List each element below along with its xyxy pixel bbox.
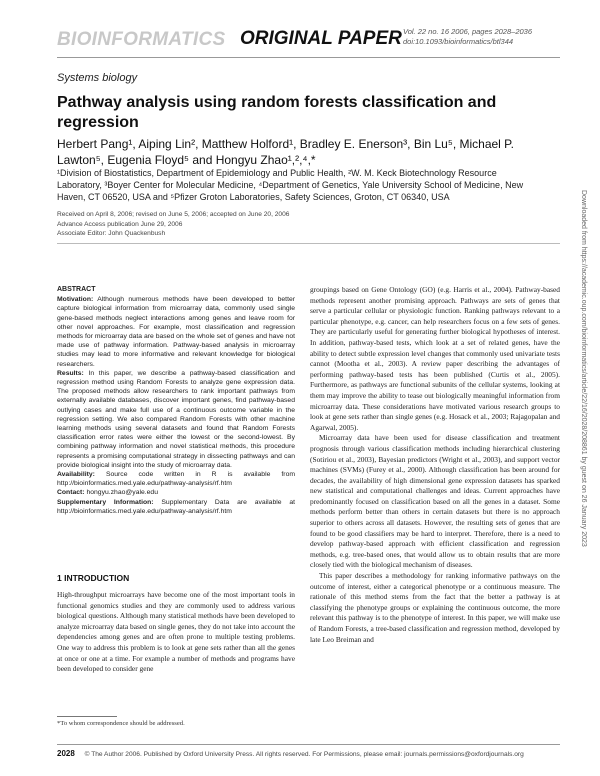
abstract-supplementary — [57, 498, 295, 516]
journal-header — [57, 27, 560, 53]
page-number: 2028 — [57, 749, 75, 758]
contact-label: Contact: — [57, 489, 85, 497]
meta-rule — [57, 243, 560, 244]
intro-heading: 1 INTRODUCTION — [57, 573, 130, 583]
abstract-title: ABSTRACT — [57, 286, 96, 293]
body-paragraph-3: This paper describes a methodology for ranking informative pathways on the outcome of interest, either a categorical phenotype or a continuous measure. The rationale of this method stems from the fact that the better a pathway is at classifying the phenotype groups or explaining the continuous outcome, the more relevant this pathway is to the phenotype of interest. In this paper, we will make use of Random Forests, a tree-based classification and regression method, developed by late Leo Breiman and — [310, 571, 560, 644]
abstract-contact — [57, 488, 295, 497]
advance-access: Advance Access publication June 29, 2006 — [57, 220, 183, 228]
results-text: In this paper, we describe a pathway-based classification and regression method using Random Forests to analyze gene expression data. The proposed methods allow researchers to rank important pathways from externally available databases, discover important genes, find pathway-based outlying cases and make full use of a continuous outcome variable in the regression setting. We also compared Random Forests with other machine learning methods using several datasets and found that Random Forests classification error rates were either the lowest or the second-lowest. By combining pathway information and novel statistical methods, this procedure represents a promising computational strategy in dissecting pathways and can provide biological insight into the study of microarray data. — [57, 369, 295, 469]
availability-label: Availability: — [57, 471, 95, 479]
footnote-rule — [57, 716, 117, 717]
right-column — [310, 285, 560, 645]
motivation-label: Motivation: — [57, 296, 94, 304]
intro-text — [57, 590, 295, 675]
header-rule — [57, 57, 560, 58]
publication-dates — [57, 210, 537, 239]
abstract-availability — [57, 470, 295, 488]
journal-name: BIOINFORMATICS — [57, 29, 226, 50]
received-dates: Received on April 8, 2006; revised on June 5, 2006; accepted on June 20, 2006 — [57, 211, 290, 218]
availability-text: Source code written in R is available from http://bioinformatics.med.yale.edu/pathway-analysis/rf.htm — [57, 471, 296, 488]
motivation-text: Although numerous methods have been developed to better capture biological information from microarray data, commonly used single gene-based methods neglect interactions among genes and leave room for other novel approaches. For example, most classification and regression methods for microarray data are based on the whole set of genes and have not made use of pathway information. Pathway-based analysis in microarray studies may lead to more informative and relevant knowledge for biological researchers. — [57, 296, 295, 368]
affiliations: ¹Division of Biostatistics, Department of Epidemiology and Public Health, ²W. M. Keck Biotechnology Resource Laboratory, ³Boyer Center for Molecular Medicine, ⁴Department of Genetics, Yale University School of Medicine, New Haven, CT 06520, USA and ⁵Pfizer Groton Laboratories, Safety Sciences, Groton, CT 06340, USA — [57, 168, 524, 202]
paper-title: Pathway analysis using random forests classification and regression — [57, 94, 497, 131]
citation-doi: doi:10.1093/bioinformatics/btl344 — [403, 37, 514, 46]
copyright-text: © The Author 2006. Published by Oxford University Press. All rights reserved. For Permissions, please email: journals.permissions@oxfordjournals.org — [84, 751, 524, 758]
abstract-results — [57, 369, 295, 470]
abstract-motivation — [57, 295, 295, 369]
author-list: Herbert Pang¹, Aiping Lin², Matthew Holford¹, Bradley E. Enerson³, Bin Lu⁵, Michael P. Lawton⁵, Eugenia Floyd⁵ and Hongyu Zhao¹,²,⁴,* — [57, 137, 514, 167]
abstract — [57, 285, 295, 516]
footer-rule — [57, 744, 560, 745]
associate-editor: Associate Editor: John Quackenbush — [57, 230, 166, 237]
results-label: Results: — [57, 369, 84, 377]
supplementary-label: Supplementary Information: — [57, 498, 154, 506]
contact-email[interactable]: hongyu.zhao@yale.edu — [86, 489, 158, 497]
footnote: *To whom correspondence should be addressed. — [57, 720, 185, 727]
body-paragraph-1: groupings based on Gene Ontology (GO) (e.g. Harris et al., 2004). Pathway-based methods represent another promising approach. Pathways are sets of genes that serve a particular cellular or physiologic function. Ranking pathways relevant to a particular phenotype, e.g. cancer, can help researchers focus on a few sets of genes. They are particularly useful for generating further biological hypotheses of interest. In addition, pathway-based tests, which look at a set of related genes, have the ability to detect subtle expression level changes that commonly used univariate tests cannot (Mootha et al., 2003). A review paper describing the advantages of performing pathway-based tests has been published (Curtis et al., 2005). Furthermore, as pathways are functional subunits of the cellular systems, looking at them may improve the ability to tease out biologically meaningful information from microarray data. These considerations have motivated various research groups to look at gene sets rather than single genes (e.g. Hosack et al., 2003; Rajagopalan and Agarwal, 2005). — [310, 285, 560, 432]
supplementary-text: Supplementary Data are available at http://bioinformatics.med.yale.edu/pathway-analysis/rf.htm — [57, 498, 296, 515]
citation-volume: Vol. 22 no. 16 2006, pages 2028–2036 — [403, 27, 533, 36]
body-paragraph-2: Microarray data have been used for disease classification and treatment prognosis through various classification methods including hierarchical clustering (Sotiriou et al., 2003), Bayesian predictors (Wright et al., 2003), and support vector machines (SVMs) (Furey et al., 2000). Although classification has been around for decades, the availability of high dimensional gene expression datasets has sparked new statistical and computational challenges and ideas. Current approaches have predominantly focused on classification based on all the genes in a dataset. Some methods perform better than others in certain datasets but there is no approach superior to others across all datasets. However, the resulting sets of genes that are found to be good classifiers may be hard to interpret. Therefore, there is a need to develop pathway-based approach with efficient classification and regression methods, e.g. tree-based ones, that would allow us to obtain results that are more closely tied with the biological mechanism of diseases. — [310, 433, 560, 570]
download-note: Downloaded from https://academic.oup.com/bioinformatics/article/22/16/2028/208861 by guest on 26 January 2023 — [580, 190, 587, 547]
page-footer — [57, 749, 560, 758]
download-watermark — [577, 190, 589, 610]
citation — [403, 27, 532, 47]
paper-type: ORIGINAL PAPER — [240, 28, 402, 49]
intro-paragraph: High-throughput microarrays have become one of the most important tools in functional genomics studies and they are commonly used to address various biological questions. Although many statistical methods have been developed to analyze microarray data based on single genes, they do not take into account the dependencies among genes and are often prone to multiple testing problems. One way to address this problem is to look at gene sets rather than all the genes at once or one at a time. For example a number of methods and programs have been developed to consider gene — [57, 590, 295, 674]
section-label: Systems biology — [57, 72, 138, 84]
